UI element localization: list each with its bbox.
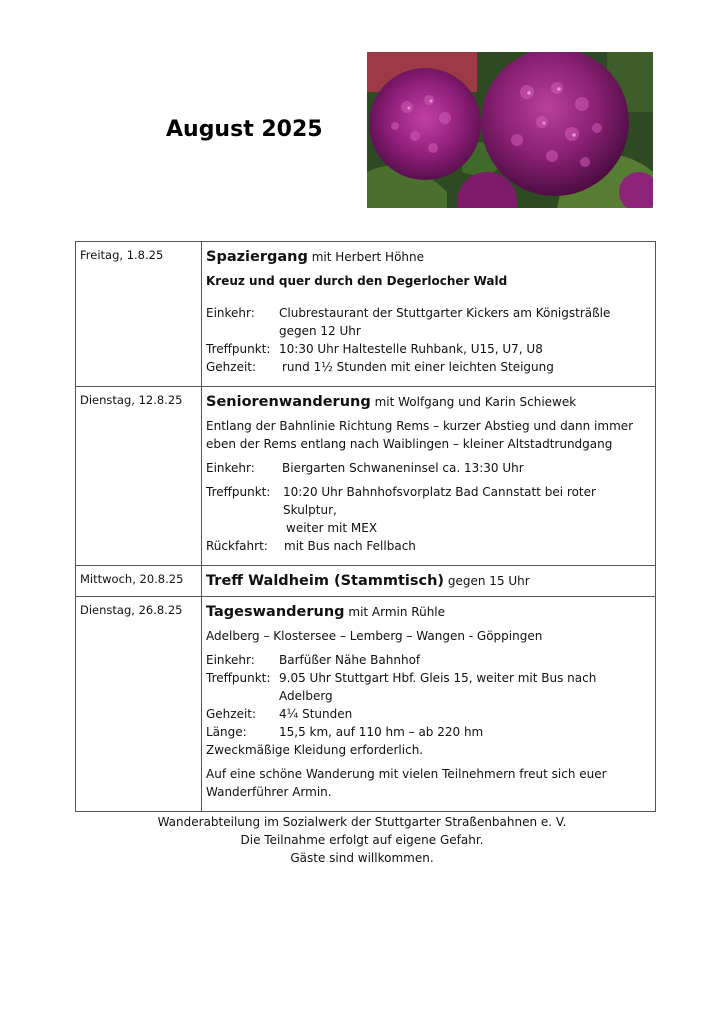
event-description: Entlang der Bahnlinie Richtung Rems – kurzer Abstieg und dann immer eben der Rems entlang nach Waiblingen – kleiner Altstadtrundgang: [206, 419, 634, 451]
event-row: [76, 566, 656, 597]
detail-label: Einkehr:: [206, 653, 255, 667]
detail-value: 9.05 Uhr Stuttgart Hbf. Gleis 15, weiter mit Bus nach Adelberg: [279, 671, 597, 703]
event-details: [202, 242, 656, 387]
detail-value: 4¼ Stunden: [279, 707, 353, 721]
event-leader: mit Armin Rühle: [348, 605, 446, 619]
event-details: [202, 597, 656, 812]
detail-value: mit Bus nach Fellbach: [284, 539, 416, 553]
detail-row: [206, 651, 651, 669]
footer-line-disclaimer: Die Teilnahme erfolgt auf eigene Gefahr.: [240, 833, 484, 847]
detail-label: Treffpunkt:: [206, 671, 271, 685]
event-closing: Auf eine schöne Wanderung mit vielen Teilnehmern freut sich euer Wanderführer Armin.: [206, 767, 607, 799]
detail-label: Länge:: [206, 725, 247, 739]
detail-row: [206, 459, 651, 477]
footer-line-organisation: Wanderabteilung im Sozialwerk der Stuttgarter Straßenbahnen e. V.: [157, 815, 567, 829]
detail-value: weiter mit MEX: [286, 521, 378, 535]
page-title: August 2025: [166, 117, 323, 142]
detail-value: 10:20 Uhr Bahnhofsvorplatz Bad Cannstatt bei roter Skulptur,: [283, 485, 596, 517]
detail-row: [206, 669, 651, 705]
detail-value: 15,5 km, auf 110 hm – ab 220 hm: [279, 725, 484, 739]
detail-row: [206, 483, 651, 537]
event-leader: mit Wolfgang und Karin Schiewek: [374, 395, 577, 409]
detail-value: 10:30 Uhr Haltestelle Ruhbank, U15, U7, U8: [279, 342, 543, 356]
event-time: gegen 15 Uhr: [447, 574, 530, 588]
event-route: Adelberg – Klostersee – Lemberg – Wangen - Göppingen: [206, 629, 543, 643]
detail-label: Einkehr:: [206, 461, 255, 475]
detail-row: [206, 304, 651, 340]
event-row: [76, 387, 656, 566]
detail-row: [206, 537, 651, 555]
event-row: [76, 242, 656, 387]
detail-label: Treffpunkt:: [206, 485, 271, 499]
detail-label: Einkehr:: [206, 306, 255, 320]
footer: [0, 813, 724, 867]
detail-label: Treffpunkt:: [206, 342, 271, 356]
detail-row: [206, 340, 651, 358]
detail-label: Gehzeit:: [206, 707, 257, 721]
event-date: Freitag, 1.8.25: [76, 242, 202, 387]
footer-line-guests: Gäste sind willkommen.: [290, 851, 434, 865]
detail-row: [206, 723, 651, 741]
detail-value: Biergarten Schwaneninsel ca. 13:30 Uhr: [282, 461, 524, 475]
detail-value: Barfüßer Nähe Bahnhof: [279, 653, 421, 667]
event-title: Spaziergang: [206, 249, 308, 265]
detail-value: rund 1½ Stunden mit einer leichten Steigung: [282, 360, 554, 374]
event-title: Treff Waldheim (Stammtisch): [206, 573, 445, 589]
detail-label: Rückfahrt:: [206, 539, 268, 553]
event-title: Tageswanderung: [206, 604, 345, 620]
detail-value: gegen 12 Uhr: [279, 324, 361, 338]
event-note: Zweckmäßige Kleidung erforderlich.: [206, 743, 424, 757]
event-date: Dienstag, 26.8.25: [76, 597, 202, 812]
event-title: Seniorenwanderung: [206, 394, 371, 410]
event-date: Dienstag, 12.8.25: [76, 387, 202, 566]
event-subtitle: Kreuz und quer durch den Degerlocher Wald: [206, 274, 508, 288]
detail-value: Clubrestaurant der Stuttgarter Kickers am Königsträßle: [279, 306, 611, 320]
event-details: [202, 387, 656, 566]
event-leader: mit Herbert Höhne: [311, 250, 424, 264]
detail-label: Gehzeit:: [206, 360, 257, 374]
event-row: [76, 597, 656, 812]
hydrangea-flowers-image: [367, 52, 653, 208]
event-table: [75, 241, 656, 812]
detail-row: [206, 358, 651, 376]
event-date: Mittwoch, 20.8.25: [76, 566, 202, 597]
detail-row: [206, 705, 651, 723]
event-details: [202, 566, 656, 597]
